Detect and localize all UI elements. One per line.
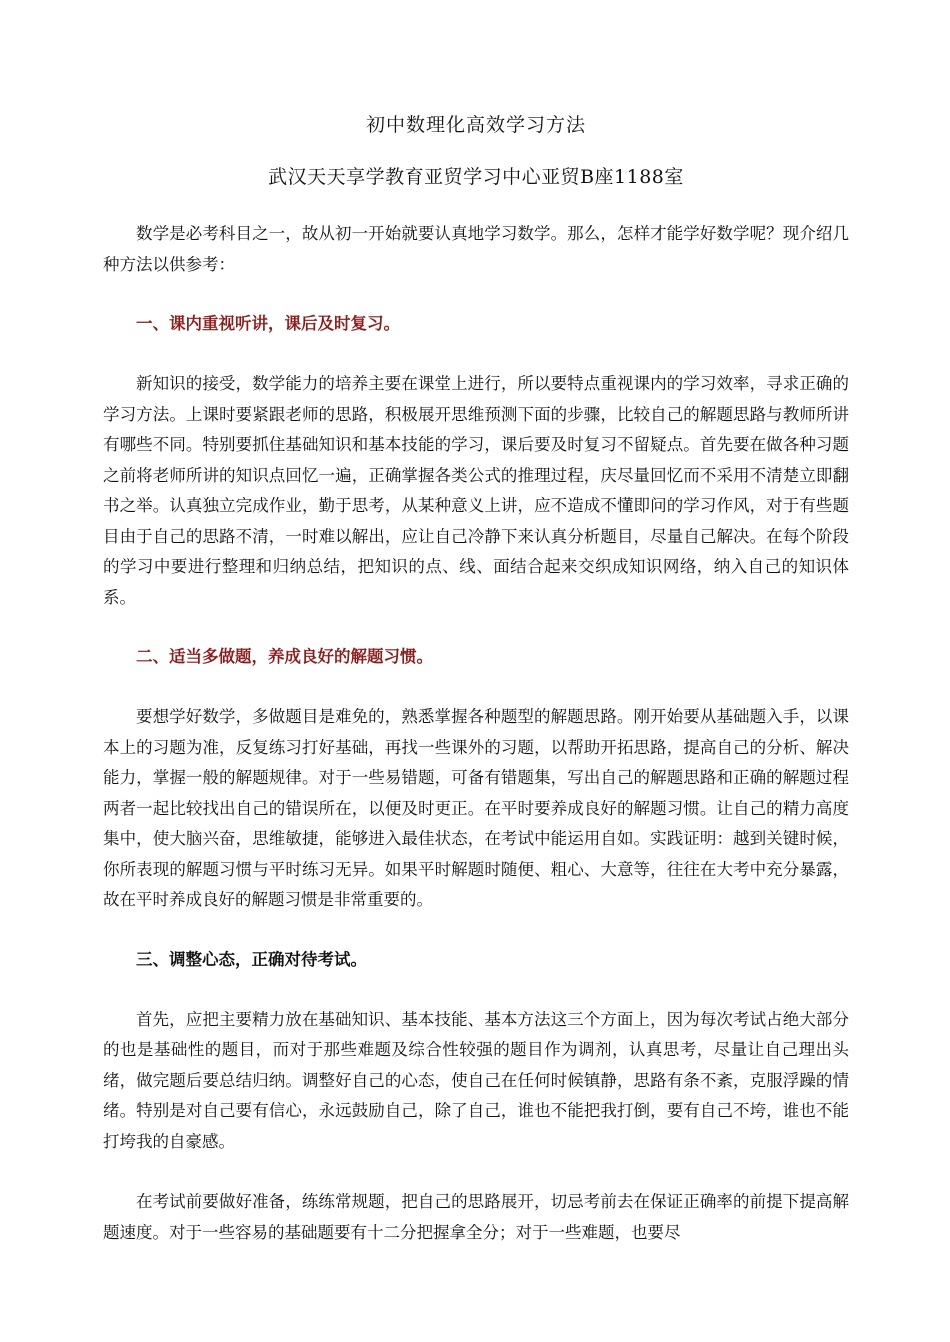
section-1-paragraph: 新知识的接受，数学能力的培养主要在课堂上进行，所以要特点重视课内的学习效率，寻求正确的学习方法。上课时要紧跟老师的思路，积极展开思维预测下面的步骤，比较自己的解题思路与教师所讲有哪些不同。特别要抓住基础知识和基本技能的学习，课后要及时复习不留疑点。首先要在做各种习题之前将老师所讲的知识点回忆一遍，正确掌握各类公式的推理过程，庆尽量回忆而不采用不清楚立即翻书之举。认真独立完成作业，勤于思考，从某种意义上讲，应不造成不懂即问的学习作风，对于有些题目由于自己的思路不清，一时难以解出，应让自己冷静下来认真分析题目，尽量自己解决。在每个阶段的学习中要进行整理和归纳总结，把知识的点、线、面结合起来交织成知识网络，纳入自己的知识体系。 bbox=[103, 374, 849, 607]
paragraph-gap bbox=[103, 1157, 849, 1187]
document-page bbox=[103, 110, 849, 1248]
section-2-heading: 二、适当多做题，养成良好的解题习惯。 bbox=[136, 647, 433, 666]
document-title: 初中数理化高效学习方法 bbox=[365, 114, 586, 136]
section-3-heading: 三、调整心态，正确对待考试。 bbox=[136, 949, 367, 969]
section-3-paragraph-1: 首先，应把主要精力放在基础知识、基本技能、基本方法这三个方面上，因为每次考试占绝大部分的也是基础性的题目，而对于那些难题及综合性较强的题目作为调剂，认真思考，尽量让自己理出头绪，做完题后要总结归纳。调整好自己的心态，使自己在任何时候镇静，思路有条不紊，克服浮躁的情绪。特别是对自己要有信心，永远鼓励自己，除了自己，谁也不能把我打倒，要有自己不垮，谁也不能打垮我的自豪感。 bbox=[103, 1009, 849, 1151]
intro-paragraph: 数学是必考科目之一，故从初一开始就要认真地学习数学。那么，怎样才能学好数学呢？现介绍几种方法以供参考： bbox=[103, 224, 849, 274]
section-3-paragraph-2: 在考试前要做好准备，练练常规题，把自己的思路展开，切忌考前去在保证正确率的前提下提高解题速度。对于一些容易的基础题要有十二分把握拿全分；对于一些难题，也要尽 bbox=[103, 1192, 849, 1242]
section-2-paragraph: 要想学好数学，多做题目是难免的，熟悉掌握各种题型的解题思路。刚开始要从基础题入手，以课本上的习题为准，反复练习打好基础，再找一些课外的习题，以帮助开拓思路，提高自己的分析、解决能力，掌握一般的解题规律。对于一些易错题，可备有错题集，写出自己的解题思路和正确的解题过程两者一起比较找出自己的错误所在，以便及时更正。在平时要养成良好的解题习惯。让自己的精力高度集中，使大脑兴奋，思维敏捷，能够进入最佳状态，在考试中能运用自如。实践证明：越到关键时候，你所表现的解题习惯与平时练习无异。如果平时解题时随便、粗心、大意等，往往在大考中充分暴露，故在平时养成良好的解题习惯是非常重要的。 bbox=[103, 707, 849, 909]
document-subtitle: 武汉天天享学教育亚贸学习中心亚贸B座1188室 bbox=[268, 166, 684, 188]
section-1-heading: 一、课内重视听讲，课后及时复习。 bbox=[136, 314, 400, 333]
